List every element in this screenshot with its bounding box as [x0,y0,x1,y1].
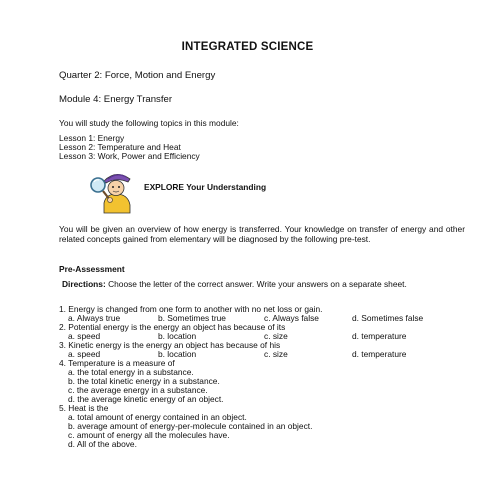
pre-assessment-heading: Pre-Assessment [59,264,125,274]
option: c. size [264,331,288,341]
question-stem: 2. Potential energy is the energy an object has because of its [59,322,286,332]
option: c. amount of energy all the molecules have. [68,430,230,440]
overview-paragraph: You will be given an overview of how energy is transferred. Your knowledge on transfer of energy and other related concepts gained from elementary will be diagnosed by the following pre-test. [59,224,465,244]
option: a. speed [68,349,101,359]
question-stem: 3. Kinetic energy is the energy an object has because of his [59,340,281,350]
document-title: INTEGRATED SCIENCE [181,41,314,53]
option: a. Always true [68,313,121,323]
explorer-with-magnifier-icon [86,167,140,215]
directions-paragraph [59,279,465,289]
option: c. Always false [264,313,319,323]
option: a. speed [68,331,101,341]
question-stem: 4. Temperature is a measure of [59,358,175,368]
option: d. Sometimes false [352,313,424,323]
option: d. temperature [352,331,407,341]
intro-line: You will study the following topics in this module: [59,118,239,128]
option: c. size [264,349,288,359]
question-stem: 5. Heat is the [59,403,109,413]
option: b. location [158,349,197,359]
lesson-item: Lesson 3: Work, Power and Efficiency [59,151,200,161]
option: d. temperature [352,349,407,359]
directions-text: Choose the letter of the correct answer. Write your answers on a separate sheet. [105,279,407,289]
module-line: Module 4: Energy Transfer [59,94,173,105]
lesson-item: Lesson 2: Temperature and Heat [59,142,181,152]
option: d. All of the above. [68,439,137,449]
question-stem: 1. Energy is changed from one form to another with no net loss or gain. [59,304,323,314]
option: b. location [158,331,197,341]
option: a. total amount of energy contained in an object. [68,412,247,422]
option: d. the average kinetic energy of an object. [68,394,224,404]
lesson-item: Lesson 1: Energy [59,133,125,143]
option: b. the total kinetic energy in a substance. [68,376,220,386]
option: b. average amount of energy-per-molecule contained in an object. [68,421,313,431]
quarter-line: Quarter 2: Force, Motion and Energy [59,70,216,81]
explore-heading: EXPLORE Your Understanding [144,182,267,192]
option: a. the total energy in a substance. [68,367,194,377]
option: c. the average energy in a substance. [68,385,208,395]
option: b. Sometimes true [158,313,226,323]
directions-label: Directions: [62,279,106,289]
